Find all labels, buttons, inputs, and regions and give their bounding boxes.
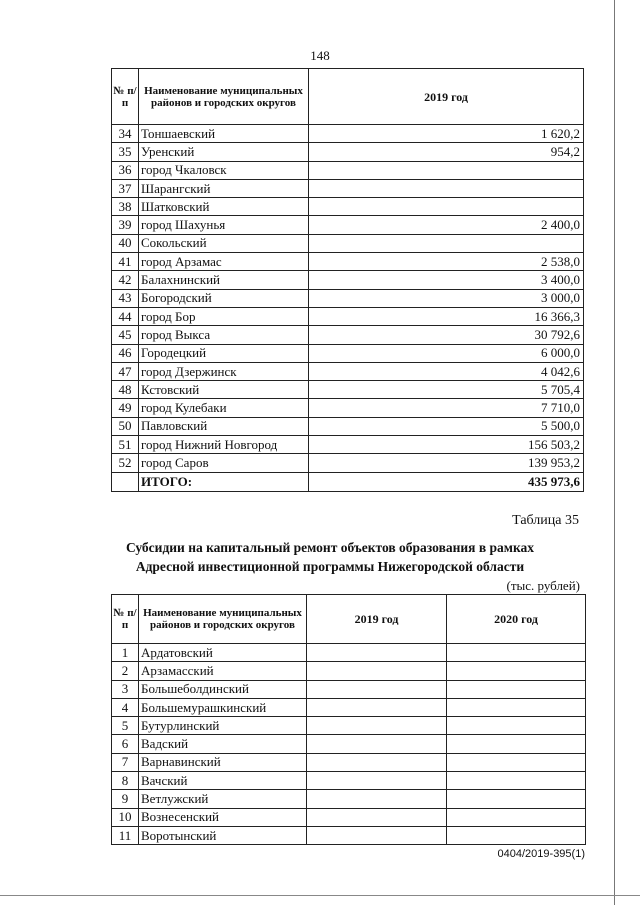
value-2019 [307,717,447,735]
municipality-name: Вознесенский [139,808,307,826]
municipality-name: город Арзамас [139,253,309,271]
municipality-name: Балахнинский [139,271,309,289]
table-heading: Субсидии на капитальный ремонт объектов образования в рамках Адресной инвестиционной программы Нижегородской области [125,540,535,574]
municipality-name: город Выкса [139,326,309,344]
value-2020 [447,662,586,680]
row-number: 39 [112,216,139,234]
table-row [112,717,586,735]
table-row [112,253,584,271]
row-number: 8 [112,772,139,790]
municipality-name: Богородский [139,289,309,307]
table-row [112,399,584,417]
table-row [112,125,584,143]
municipality-name: Вадский [139,735,307,753]
value-2020 [447,753,586,771]
municipality-name: Большеболдинский [139,680,307,698]
row-number: 35 [112,143,139,161]
municipality-name: Уренский [139,143,309,161]
value-2019: 7 710,0 [309,399,584,417]
page-number: 148 [310,48,330,63]
table-header-row [112,595,586,644]
header-municipality: Наименование муниципальных районов и городских округов [139,69,309,125]
row-number: 42 [112,271,139,289]
row-number: 37 [112,179,139,197]
table-row [112,362,584,380]
table-row [112,772,586,790]
row-number: 10 [112,808,139,826]
municipality-name: город Саров [139,454,309,472]
row-number: 36 [112,161,139,179]
table-row [112,381,584,399]
row-number: 51 [112,436,139,454]
row-number: 5 [112,717,139,735]
table-row [112,753,586,771]
municipality-name: Тоншаевский [139,125,309,143]
value-2019: 2 538,0 [309,253,584,271]
value-2019 [307,753,447,771]
municipality-name: Кстовский [139,381,309,399]
value-2020 [447,717,586,735]
row-number: 1 [112,644,139,662]
value-2020 [447,808,586,826]
value-2019 [307,808,447,826]
row-number: 34 [112,125,139,143]
value-2020 [447,772,586,790]
row-number: 45 [112,326,139,344]
table-row [112,234,584,252]
table-row [112,307,584,325]
municipality-name: Воротынский [139,826,307,844]
table-row [112,436,584,454]
value-2019 [307,790,447,808]
value-2019: 4 042,6 [309,362,584,380]
header-number: № п/п [112,69,139,125]
value-2019 [309,161,584,179]
table-row [112,344,584,362]
value-2019: 3 400,0 [309,271,584,289]
value-2019: 30 792,6 [309,326,584,344]
table-row [112,198,584,216]
table-row [112,179,584,197]
municipality-name: Павловский [139,417,309,435]
row-number: 4 [112,698,139,716]
header-municipality: Наименование муниципальных районов и городских округов [139,595,307,644]
value-2019 [307,826,447,844]
municipality-name: Арзамасский [139,662,307,680]
value-2019 [307,680,447,698]
municipality-name: Бутурлинский [139,717,307,735]
total-row [112,472,584,491]
table-row [112,289,584,307]
table-row [112,271,584,289]
value-2019: 5 500,0 [309,417,584,435]
value-2019: 139 953,2 [309,454,584,472]
value-2019: 6 000,0 [309,344,584,362]
row-number: 48 [112,381,139,399]
municipality-name: Городецкий [139,344,309,362]
value-2020 [447,698,586,716]
table-label: Таблица 35 [512,513,579,528]
value-2019 [307,772,447,790]
table-row [112,698,586,716]
header-number: № п/п [112,595,139,644]
municipality-name: Шатковский [139,198,309,216]
row-number: 7 [112,753,139,771]
row-number: 41 [112,253,139,271]
value-2019 [307,698,447,716]
header-year-2020: 2020 год [447,595,586,644]
row-number: 9 [112,790,139,808]
row-number: 2 [112,662,139,680]
municipality-name: Вачский [139,772,307,790]
municipality-name: Сокольский [139,234,309,252]
table-row [112,735,586,753]
table-row [112,417,584,435]
table-header-row [112,69,584,125]
row-number: 50 [112,417,139,435]
row-number: 44 [112,307,139,325]
municipality-name: город Кулебаки [139,399,309,417]
row-number: 38 [112,198,139,216]
municipality-name: город Чкаловск [139,161,309,179]
page-edge-line [614,0,615,905]
page-bottom-line [0,895,640,896]
row-number: 11 [112,826,139,844]
row-number: 46 [112,344,139,362]
municipality-name: Варнавинский [139,753,307,771]
table-row [112,216,584,234]
municipality-name: Шарангский [139,179,309,197]
header-year-2019: 2019 год [307,595,447,644]
table-row [112,143,584,161]
municipality-name: Большемурашкинский [139,698,307,716]
table-row [112,680,586,698]
total-number-cell [112,472,139,491]
value-2019: 2 400,0 [309,216,584,234]
value-2019 [309,234,584,252]
value-2019: 5 705,4 [309,381,584,399]
table-row [112,826,586,844]
table-row [112,644,586,662]
value-2020 [447,735,586,753]
value-2019: 16 366,3 [309,307,584,325]
value-2019: 3 000,0 [309,289,584,307]
value-2020 [447,790,586,808]
row-number: 52 [112,454,139,472]
value-2020 [447,680,586,698]
total-label: ИТОГО: [139,472,309,491]
subsidy-table-continued [111,68,584,492]
table-row [112,454,584,472]
document-code: 0404/2019-395(1) [497,848,585,860]
row-number: 49 [112,399,139,417]
value-2019: 1 620,2 [309,125,584,143]
row-number: 6 [112,735,139,753]
units-note: (тыс. рублей) [506,578,580,593]
value-2019 [307,644,447,662]
row-number: 47 [112,362,139,380]
repair-subsidy-table [111,594,586,845]
value-2019 [307,662,447,680]
row-number: 43 [112,289,139,307]
table-row [112,790,586,808]
value-2019: 156 503,2 [309,436,584,454]
municipality-name: город Нижний Новгород [139,436,309,454]
header-year-2019: 2019 год [309,69,584,125]
municipality-name: город Дзержинск [139,362,309,380]
table-row [112,808,586,826]
value-2019 [309,198,584,216]
total-value: 435 973,6 [309,472,584,491]
row-number: 3 [112,680,139,698]
table-row [112,662,586,680]
municipality-name: город Шахунья [139,216,309,234]
municipality-name: город Бор [139,307,309,325]
row-number: 40 [112,234,139,252]
value-2019 [307,735,447,753]
value-2020 [447,644,586,662]
value-2019: 954,2 [309,143,584,161]
value-2020 [447,826,586,844]
table-row [112,161,584,179]
table-row [112,326,584,344]
value-2019 [309,179,584,197]
municipality-name: Ветлужский [139,790,307,808]
municipality-name: Ардатовский [139,644,307,662]
